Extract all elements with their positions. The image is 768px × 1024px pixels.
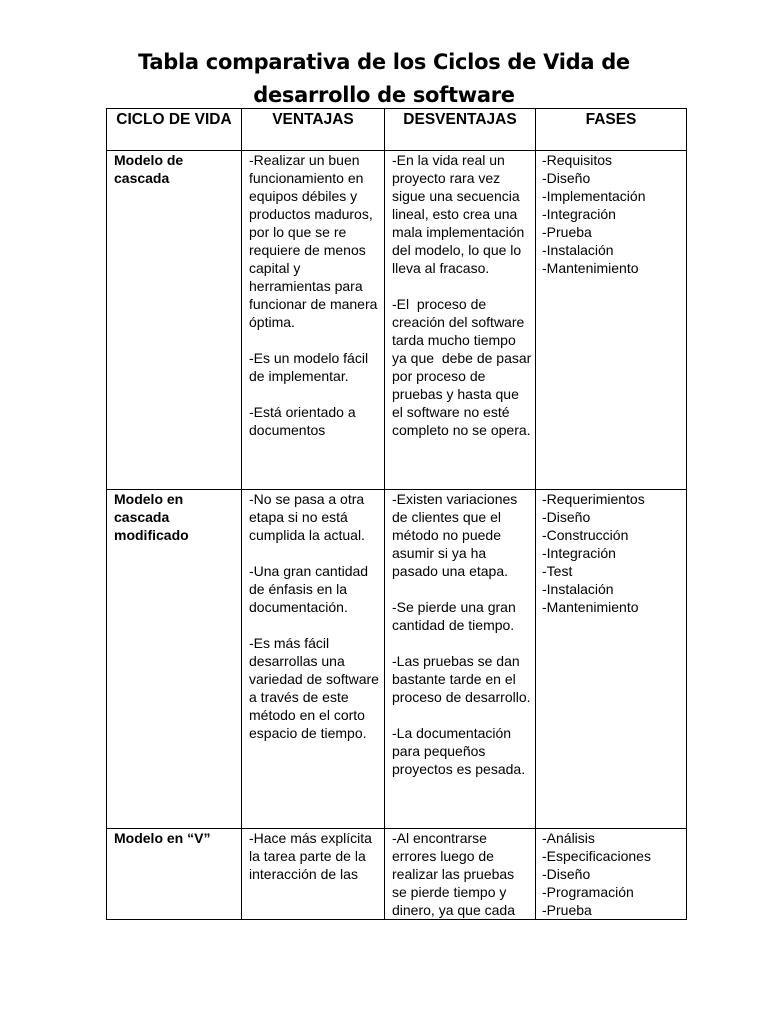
phase-item: -Implementación (542, 188, 646, 204)
desventajas-cell (385, 829, 536, 920)
phase-item: -Integración (542, 206, 616, 222)
table-row (107, 829, 687, 920)
table-header-row (107, 109, 687, 151)
title-line-2: desarrollo de software (253, 83, 515, 107)
document-title (0, 46, 768, 112)
phase-item: -Análisis (542, 830, 595, 846)
header-fases: FASES (536, 109, 687, 151)
ventajas-cell (242, 490, 385, 829)
desventaja-item: -Las pruebas se dan bastante tarde en el proceso de desarrollo. (392, 653, 531, 705)
phase-item: -Test (542, 563, 573, 579)
desventaja-item: -La documentación para pequeños proyectos es pesada. (392, 725, 526, 777)
phase-item: -Diseño (542, 509, 591, 525)
desventaja-item: -El proceso de creación del software tarda mucho tiempo ya que debe de pasar por proceso de pruebas y hasta que el software no esté completo no se opera. (392, 296, 536, 438)
fases-cell (536, 829, 687, 920)
header-desventajas: DESVENTAJAS (385, 109, 536, 151)
ventaja-item: -Es un modelo fácil de implementar. (249, 350, 372, 384)
phase-item: -Especificaciones (542, 848, 651, 864)
model-name-cell: Modelo en “V” (107, 829, 242, 920)
ventajas-cell (242, 829, 385, 920)
table-row (107, 490, 687, 829)
model-name-cell: Modelo de cascada (107, 151, 242, 490)
phase-item: -Instalación (542, 581, 614, 597)
phase-item: -Instalación (542, 242, 614, 258)
ventaja-item: -Está orientado a documentos (249, 404, 360, 438)
phase-item: -Mantenimiento (542, 260, 639, 276)
ventaja-item: -Es más fácil desarrollas una variedad de software a través de este método en el corto espacio de tiempo. (249, 635, 383, 741)
ventaja-item: -Hace más explícita la tarea parte de la interacción de las (249, 830, 376, 882)
phase-item: -Requisitos (542, 152, 613, 168)
ventajas-cell (242, 151, 385, 490)
phase-item: -Programación (542, 884, 634, 900)
fases-cell (536, 151, 687, 490)
phase-item: -Prueba (542, 902, 592, 918)
ventaja-item: -No se pasa a otra etapa si no está cumplida la actual. (249, 491, 369, 543)
title-line-1: Tabla comparativa de los Ciclos de Vida de (138, 50, 630, 74)
ventaja-item: -Realizar un buen funcionamiento en equipos débiles y productos maduros, por lo que se re requiere de menos capital y herramientas para funcionar de manera óptima. (249, 152, 382, 330)
model-name-cell: Modelo en cascada modificado (107, 490, 242, 829)
fases-cell (536, 490, 687, 829)
desventaja-item: -Al encontrarse errores luego de realizar las pruebas se pierde tiempo y dinero, ya que cada (392, 830, 519, 918)
table-row (107, 151, 687, 490)
desventajas-cell (385, 151, 536, 490)
header-ventajas: VENTAJAS (242, 109, 385, 151)
desventajas-cell (385, 490, 536, 829)
phase-item: -Mantenimiento (542, 599, 639, 615)
desventaja-item: -Existen variaciones de clientes que el método no puede asumir si ya ha pasado una etapa. (392, 491, 522, 579)
phase-item: -Requerimientos (542, 491, 645, 507)
phase-item: -Construcción (542, 527, 629, 543)
phase-item: -Prueba (542, 224, 592, 240)
comparison-table (106, 108, 687, 920)
header-ciclo-de-vida: CICLO DE VIDA (107, 109, 242, 151)
phase-item: -Diseño (542, 170, 591, 186)
desventaja-item: -En la vida real un proyecto rara vez sigue una secuencia lineal, esto crea una mala implementación del modelo, lo que lo lleva al fracaso. (392, 152, 529, 276)
desventaja-item: -Se pierde una gran cantidad de tiempo. (392, 599, 520, 633)
phase-item: -Integración (542, 545, 616, 561)
phase-item: -Diseño (542, 866, 591, 882)
ventaja-item: -Una gran cantidad de énfasis en la documentación. (249, 563, 372, 615)
